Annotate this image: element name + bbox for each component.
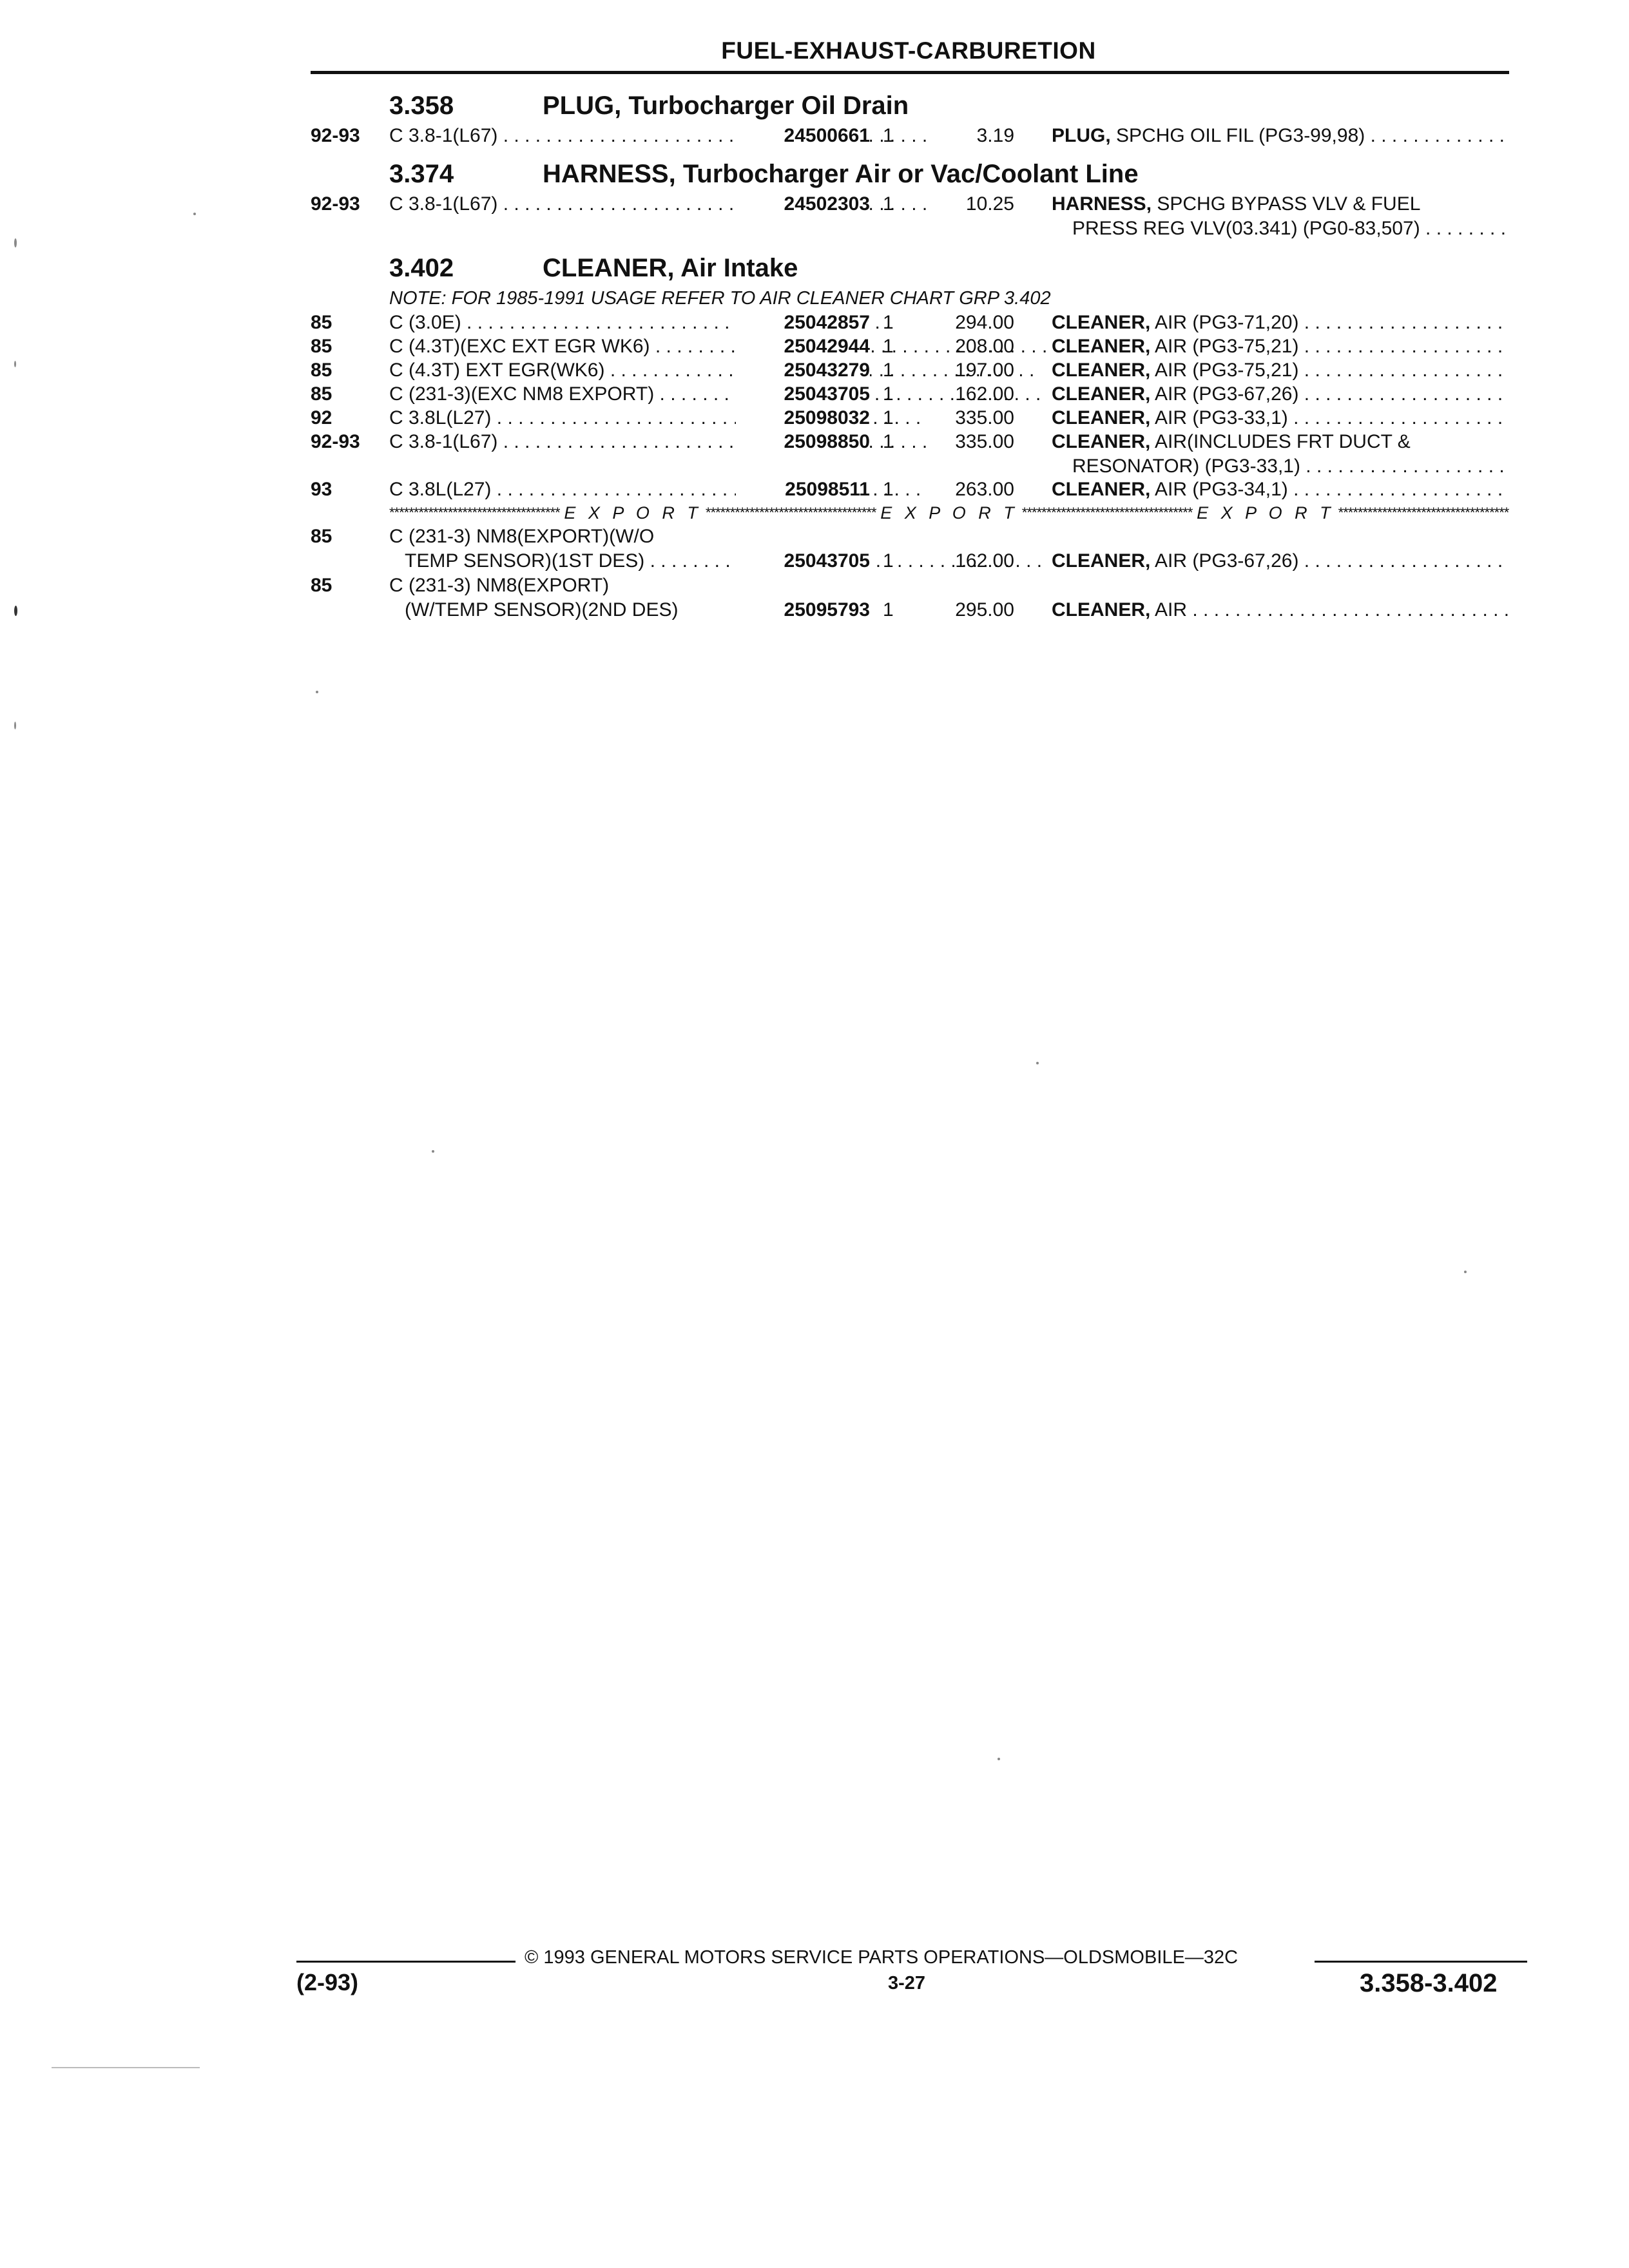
section-range: 3.358-3.402 — [1360, 1969, 1498, 1997]
description-keyword: CLEANER, — [1052, 360, 1151, 381]
model-line: C (231-3)(EXC NM8 EXPORT) . . . — [389, 382, 1046, 407]
header-rule — [311, 71, 1509, 74]
quantity: 1 — [883, 193, 894, 215]
description-keyword: CLEANER, — [1052, 431, 1151, 452]
price: 263.00 — [955, 479, 1014, 500]
description-text: SPCHG BYPASS VLV & FUEL — [1152, 193, 1421, 215]
price: 197.00 — [955, 360, 1014, 381]
model-line: C (3.0E) . . . — [389, 311, 1046, 335]
description — [1052, 192, 1509, 241]
model-line: C (231-3) NM8(EXPORT)(W/O — [389, 526, 655, 547]
price: 335.00 — [955, 407, 1014, 428]
description-keyword: CLEANER, — [1052, 550, 1151, 572]
part-number: 25042857 — [736, 311, 870, 335]
description-line — [1052, 477, 1509, 502]
year: 92 — [311, 407, 333, 428]
page-number: 3-27 — [888, 1973, 926, 1994]
scan-speck — [193, 213, 196, 215]
model-line: (W/TEMP SENSOR)(2ND DES) — [405, 599, 679, 620]
footer-rule-right — [1315, 1961, 1527, 1963]
year: 93 — [311, 479, 333, 500]
description-text: SPCHG OIL FIL (PG3-99,98) — [1110, 125, 1365, 146]
description-line — [1052, 311, 1509, 335]
description-keyword: CLEANER, — [1052, 479, 1151, 500]
description — [1052, 358, 1509, 383]
scan-speck — [52, 2067, 200, 2068]
description-line — [1052, 192, 1509, 216]
part-number: 24502303 — [736, 192, 870, 216]
description-keyword: HARNESS, — [1052, 193, 1152, 215]
quantity: 1 — [883, 479, 894, 500]
section-number: 3.402 — [389, 254, 454, 282]
section-header — [311, 85, 1509, 124]
part-row — [311, 334, 1509, 358]
part-row — [311, 311, 1509, 334]
part-row — [311, 192, 1509, 247]
description-line — [1052, 124, 1509, 148]
footer-rule-left — [296, 1961, 516, 1963]
price: 294.00 — [955, 312, 1014, 333]
section-note: NOTE: FOR 1985-1991 USAGE REFER TO AIR CLEANER CHART GRP 3.402 — [389, 288, 1051, 309]
part-number: 25042944 — [736, 334, 870, 359]
description-line — [1052, 358, 1509, 383]
export-label: E X P O R T — [1197, 503, 1335, 523]
quantity: 1 — [883, 312, 894, 333]
description-keyword: CLEANER, — [1052, 383, 1151, 405]
description-line — [1052, 406, 1509, 430]
description-keyword: PLUG, — [1052, 125, 1111, 146]
section-number: 3.374 — [389, 160, 454, 188]
description-text: AIR(INCLUDES FRT DUCT & — [1150, 431, 1411, 452]
part-number: 25095793 — [736, 598, 870, 622]
part-row — [311, 430, 1509, 477]
description — [1052, 124, 1509, 148]
scan-speck — [14, 606, 17, 616]
part-row — [311, 406, 1509, 430]
model-line: C (4.3T)(EXC EXT EGR WK6) . . . — [389, 334, 1046, 359]
section-header — [311, 153, 1509, 192]
part-row — [311, 382, 1509, 406]
description — [1052, 382, 1509, 407]
description — [1052, 406, 1509, 430]
price: 10.25 — [965, 193, 1014, 215]
part-number: 25043705 — [736, 549, 870, 573]
year: 92-93 — [311, 193, 360, 215]
section-title: HARNESS, Turbocharger Air or Vac/Coolant Line — [543, 160, 1139, 188]
price: 162.00 — [955, 550, 1014, 572]
section-number: 3.358 — [389, 91, 454, 120]
description — [1052, 430, 1509, 479]
revision-date: (2-93) — [296, 1969, 359, 1995]
section-3-358 — [311, 85, 1509, 153]
part-row — [311, 358, 1509, 382]
description-keyword: CLEANER, — [1052, 312, 1151, 333]
part-number: 25098850 — [736, 430, 870, 454]
description-text: AIR (PG3-33,1) — [1150, 407, 1288, 428]
part-row — [311, 477, 1509, 501]
scan-speck — [14, 361, 16, 367]
description-line — [1052, 598, 1509, 622]
part-number: 25098511 — [736, 477, 870, 502]
star-rule — [389, 501, 560, 524]
scan-speck — [1464, 1271, 1467, 1273]
year: 85 — [311, 526, 333, 547]
description — [1052, 477, 1509, 502]
year: 85 — [311, 312, 333, 333]
quantity: 1 — [883, 383, 894, 405]
description-text: AIR (PG3-75,21) — [1150, 336, 1299, 357]
model-line: C (231-3) NM8(EXPORT) — [389, 575, 610, 596]
model-line: C 3.8-1(L67) . . . — [389, 124, 1046, 148]
quantity: 1 — [883, 599, 894, 620]
section-title: CLEANER, Air Intake — [543, 254, 798, 282]
description-text: AIR (PG3-34,1) — [1150, 479, 1288, 500]
description-text: AIR (PG3-75,21) — [1150, 360, 1299, 381]
model-line: C 3.8-1(L67) . . . — [389, 192, 1046, 216]
price: 335.00 — [955, 431, 1014, 452]
description-keyword: CLEANER, — [1052, 407, 1151, 428]
model-line: C 3.8L(L27) . . . — [389, 406, 1046, 430]
scan-speck — [14, 722, 16, 729]
description-line — [1052, 382, 1509, 407]
section-3-402 — [311, 247, 1509, 622]
year: 92-93 — [311, 431, 360, 452]
year: 85 — [311, 383, 333, 405]
description — [1052, 549, 1509, 573]
description-text: AIR (PG3-67,26) — [1150, 383, 1299, 405]
description-line — [1052, 334, 1509, 359]
model-line: C 3.8L(L27) . . . — [389, 477, 1046, 502]
export-label: E X P O R T — [880, 503, 1018, 523]
price: 208.00 — [955, 336, 1014, 357]
description-line: RESONATOR) (PG3-33,1) . . . — [1052, 454, 1509, 479]
part-number: 25043705 — [736, 382, 870, 407]
year: 92-93 — [311, 125, 360, 146]
description — [1052, 598, 1509, 622]
quantity: 1 — [883, 431, 894, 452]
year: 85 — [311, 336, 333, 357]
copyright-notice: © 1993 GENERAL MOTORS SERVICE PARTS OPERATIONS—OLDSMOBILE—32C — [525, 1947, 1239, 1968]
scan-speck — [316, 691, 318, 693]
description-line — [1052, 430, 1509, 454]
price: 3.19 — [976, 125, 1014, 146]
part-row — [311, 573, 1509, 622]
section-header — [311, 247, 1509, 286]
price: 162.00 — [955, 383, 1014, 405]
quantity: 1 — [883, 336, 894, 357]
year: 85 — [311, 575, 333, 596]
parts-catalog — [311, 85, 1509, 622]
quantity: 1 — [883, 407, 894, 428]
scan-speck — [998, 1758, 1000, 1760]
section-title: PLUG, Turbocharger Oil Drain — [543, 91, 909, 120]
model-line: TEMP SENSOR)(1ST DES) . . . — [389, 549, 1046, 573]
description-text: AIR (PG3-71,20) — [1150, 312, 1299, 333]
description-text: AIR — [1150, 599, 1188, 620]
part-number: 25043279 — [736, 358, 870, 383]
part-row — [311, 524, 1509, 573]
scan-speck — [432, 1150, 434, 1153]
description — [1052, 334, 1509, 359]
year: 85 — [311, 360, 333, 381]
star-rule — [706, 501, 876, 524]
description-line: PRESS REG VLV(03.341) (PG0-83,507) . . . — [1052, 216, 1509, 241]
part-number: 24500661 — [736, 124, 870, 148]
description-text: AIR (PG3-67,26) — [1150, 550, 1299, 572]
export-divider — [389, 501, 1509, 524]
description-keyword: CLEANER, — [1052, 336, 1151, 357]
scan-speck — [14, 238, 17, 247]
part-number: 25098032 — [736, 406, 870, 430]
star-rule — [1022, 501, 1193, 524]
model-line: C (4.3T) EXT EGR(WK6) . . . — [389, 358, 1046, 383]
scan-speck — [1036, 1062, 1039, 1064]
quantity: 1 — [883, 550, 894, 572]
description-keyword: CLEANER, — [1052, 599, 1151, 620]
description — [1052, 311, 1509, 335]
section-3-374 — [311, 153, 1509, 247]
part-row — [311, 124, 1509, 153]
quantity: 1 — [883, 125, 894, 146]
quantity: 1 — [883, 360, 894, 381]
model-line: C 3.8-1(L67) . . . — [389, 430, 1046, 454]
page-title: FUEL-EXHAUST-CARBURETION — [721, 37, 1096, 64]
export-label: E X P O R T — [564, 503, 702, 523]
description-line — [1052, 549, 1509, 573]
price: 295.00 — [955, 599, 1014, 620]
star-rule — [1338, 501, 1509, 524]
